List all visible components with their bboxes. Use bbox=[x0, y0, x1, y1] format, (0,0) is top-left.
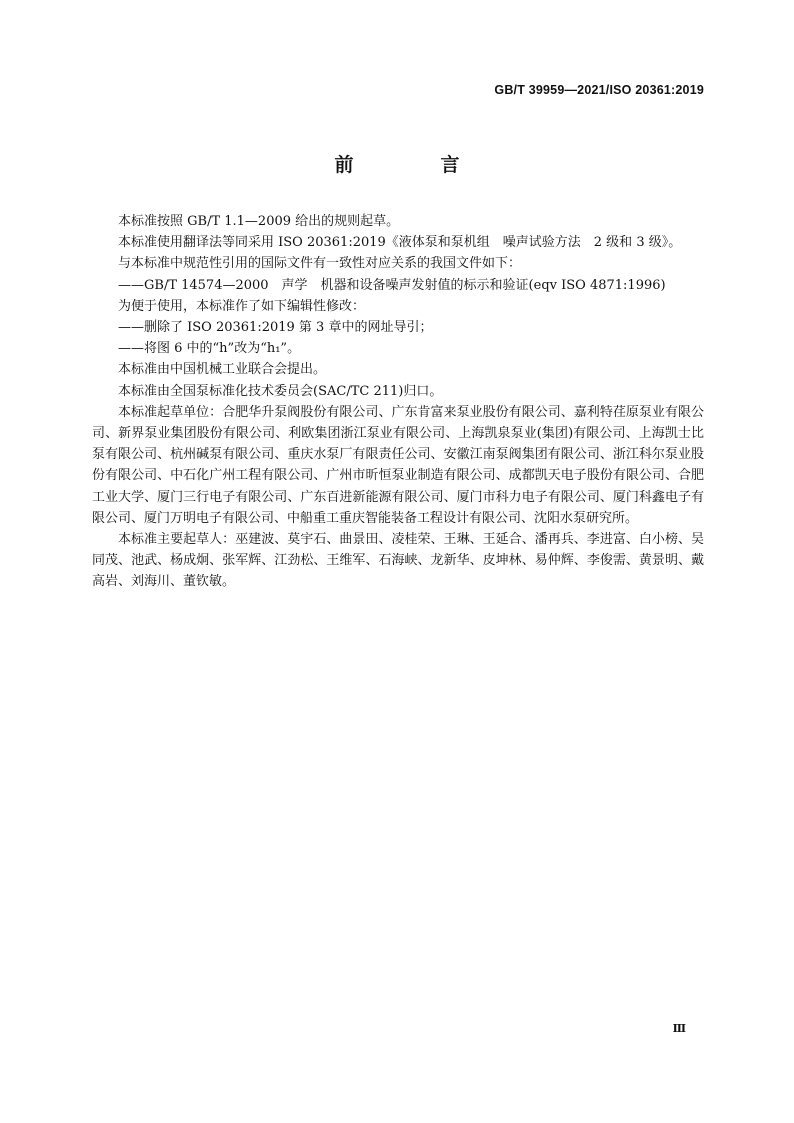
list-item-edit-1: ——删除了 ISO 20361:2019 第 3 章中的网址导引； bbox=[118, 320, 433, 336]
foreword-body bbox=[92, 211, 704, 593]
paragraph-drafting-organizations: 本标准起草单位：合肥华升泵阀股份有限公司、广东肯富来泵业股份有限公司、嘉利特荏原泵业有限公司、新界泵业集团股份有限公司、利欧集团浙江泵业有限公司、上海凯泉泵业(集团)有限公司、上海凯士比泵有限公司、杭州碱泵有限公司、重庆水泵厂有限责任公司、安徽江南泵阀集团有限公司、浙江科尔泵业股份有限公司、中石化广州工程有限公司、广州市昕恒泵业制造有限公司、成都凯天电子股份有限公司、合肥工业大学、厦门三行电子有限公司、广东百进新能源有限公司、厦门市科力电子有限公司、厦门科鑫电子有限公司、厦门万明电子有限公司、中船重工重庆智能装备工程设计有限公司、沈阳水泵研究所。 bbox=[92, 404, 704, 526]
paragraph-adoption: 本标准使用翻译法等同采用 ISO 20361:2019《液体泵和泵机组 噪声试验方法 2 级和 3 级》。 bbox=[118, 235, 682, 251]
paragraph-proposed-by: 本标准由中国机械工业联合会提出。 bbox=[118, 362, 327, 378]
paragraph-normative-references-intro: 与本标准中规范性引用的国际文件有一致性对应关系的我国文件如下： bbox=[118, 256, 522, 272]
page-number: Ⅲ bbox=[672, 1022, 686, 1035]
standard-code-header: GB/T 39959—2021/ISO 20361:2019 bbox=[494, 83, 704, 97]
page-title: 前 言 bbox=[334, 154, 494, 176]
paragraph-drafters: 本标准主要起草人：巫建波、莫宇石、曲景田、凌桂荣、王琳、王延合、潘再兵、李进富、白小榜、吴同茂、池武、杨成炯、张军辉、江劲松、王维军、石海峡、龙新华、皮坤林、易仲辉、李俊需、黄景明、戴高岩、刘海川、董钦敏。 bbox=[92, 532, 704, 590]
list-item-edit-2: ——将图 6 中的“h”改为“h₁”。 bbox=[118, 341, 301, 357]
paragraph-under-jurisdiction: 本标准由全国泵标准化技术委员会(SAC/TC 211)归口。 bbox=[118, 383, 443, 399]
list-item-reference: ——GB/T 14574—2000 声学 机器和设备噪声发射值的标示和验证(eqv ISO 4871:1996) bbox=[118, 277, 666, 293]
paragraph-editorial-intro: 为便于使用，本标准作了如下编辑性修改： bbox=[118, 298, 366, 314]
paragraph-drafting-rules: 本标准按照 GB/T 1.1—2009 给出的规则起草。 bbox=[118, 214, 400, 229]
